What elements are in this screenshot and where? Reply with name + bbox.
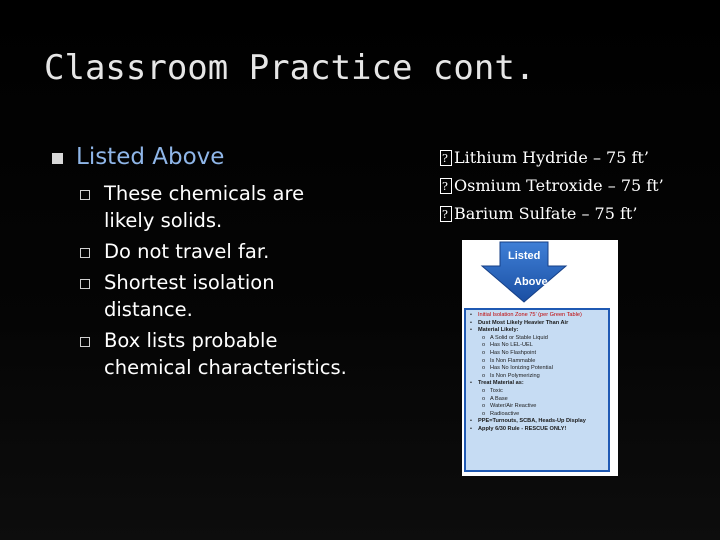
card-list-item [470,403,606,411]
card-bullet-icon: o [482,387,486,394]
card-list-item-text: Has No Ionizing Potential [490,365,553,372]
card-bullet-icon: o [482,403,486,410]
sub-bullet [80,327,352,381]
heading-text: Listed Above [76,144,225,170]
chemical-line [440,200,664,228]
card-list-item [470,411,606,419]
card-list-item [470,418,606,426]
sub-bullet-text: Do not travel far. [104,240,270,263]
card-list-item-text: A Solid or Stable Liquid [490,334,548,341]
chemical-line-text: Osmium Tetroxide – 75 ft’ [454,176,664,195]
chemical-list [440,144,664,228]
listed-above-card-image [462,240,618,476]
left-content [52,144,352,385]
characteristics-box [464,308,610,472]
sub-bullet-text: Box lists probable chemical characteristics. [104,329,347,379]
card-bullet-icon: • [470,425,472,432]
chemical-line-text: Lithium Hydride – 75 ft’ [454,148,649,167]
chemical-line [440,172,664,200]
card-list-item [470,365,606,373]
card-bullet-icon: o [482,342,486,349]
square-bullet-icon [52,153,63,164]
arrow-label-above: Above [514,276,548,288]
card-list-item [470,373,606,381]
card-list-item-text: Toxic [490,387,503,394]
sub-bullet-text: These chemicals are likely solids. [104,182,305,232]
card-bullet-icon: o [482,334,486,341]
card-list-item [470,426,606,434]
card-bullet-icon: o [482,357,486,364]
card-bullet-icon: • [470,312,472,318]
card-bullet-icon: o [482,410,486,417]
arrow-label-listed: Listed [508,250,541,262]
card-list-item-text: Material Likely: [478,327,519,334]
card-list-item-text: PPE=Turnouts, SCBA, Heads-Up Display [478,418,586,425]
card-bullet-icon: • [470,319,472,326]
card-list-item-text: Treat Material as: [478,380,524,387]
sub-bullet-text: Shortest isolation distance. [104,271,275,321]
card-list-item [470,380,606,388]
card-list-item-text: Water/Air Reactive [490,403,537,410]
missing-glyph-icon [440,206,452,222]
sub-bullet [80,180,352,234]
card-list-item [470,388,606,396]
hollow-square-bullet-icon [80,279,90,289]
card-list-item [470,350,606,358]
card-bullet-icon: o [482,349,486,356]
slide-title: Classroom Practice cont. [44,48,536,88]
missing-glyph-icon [440,178,452,194]
card-header [462,240,618,306]
hollow-square-bullet-icon [80,190,90,200]
card-bullet-icon: • [470,418,472,425]
card-list-item-text: Has No LEL-UEL [490,342,533,349]
chemical-line [440,144,664,172]
card-list-item-text: Dust Most Likely Heavier Than Air [478,319,569,326]
missing-glyph-icon [440,150,452,166]
card-list-item [470,320,606,328]
card-list-item [470,312,606,320]
card-list-item [470,327,606,335]
card-list-item-text: Radioactive [490,410,520,417]
card-list-item [470,342,606,350]
card-list-item-text: Is Non Polymerizing [490,372,540,379]
hollow-square-bullet-icon [80,248,90,258]
hollow-square-bullet-icon [80,337,90,347]
card-list-item-text: Is Non Flammable [490,357,536,364]
card-list-item [470,335,606,343]
card-list-item-text: Initial Isolation Zone 75’ (per Green Table) [478,312,582,318]
card-list-item-text: Apply 6/30 Rule - RESCUE ONLY! [478,425,567,432]
card-bullet-icon: • [470,380,472,387]
card-bullet-icon: o [482,395,486,402]
card-bullet-icon: • [470,327,472,334]
card-bullet-icon: o [482,365,486,372]
card-list-item [470,358,606,366]
chemical-line-text: Barium Sulfate – 75 ft’ [454,204,638,223]
sub-bullet [80,238,352,265]
sub-bullet [80,269,352,323]
heading-listed-above [52,144,352,170]
card-bullet-icon: o [482,372,486,379]
card-list-item [470,396,606,404]
card-list-item-text: Has No Flashpoint [490,349,537,356]
card-list-item-text: A Base [490,395,508,402]
